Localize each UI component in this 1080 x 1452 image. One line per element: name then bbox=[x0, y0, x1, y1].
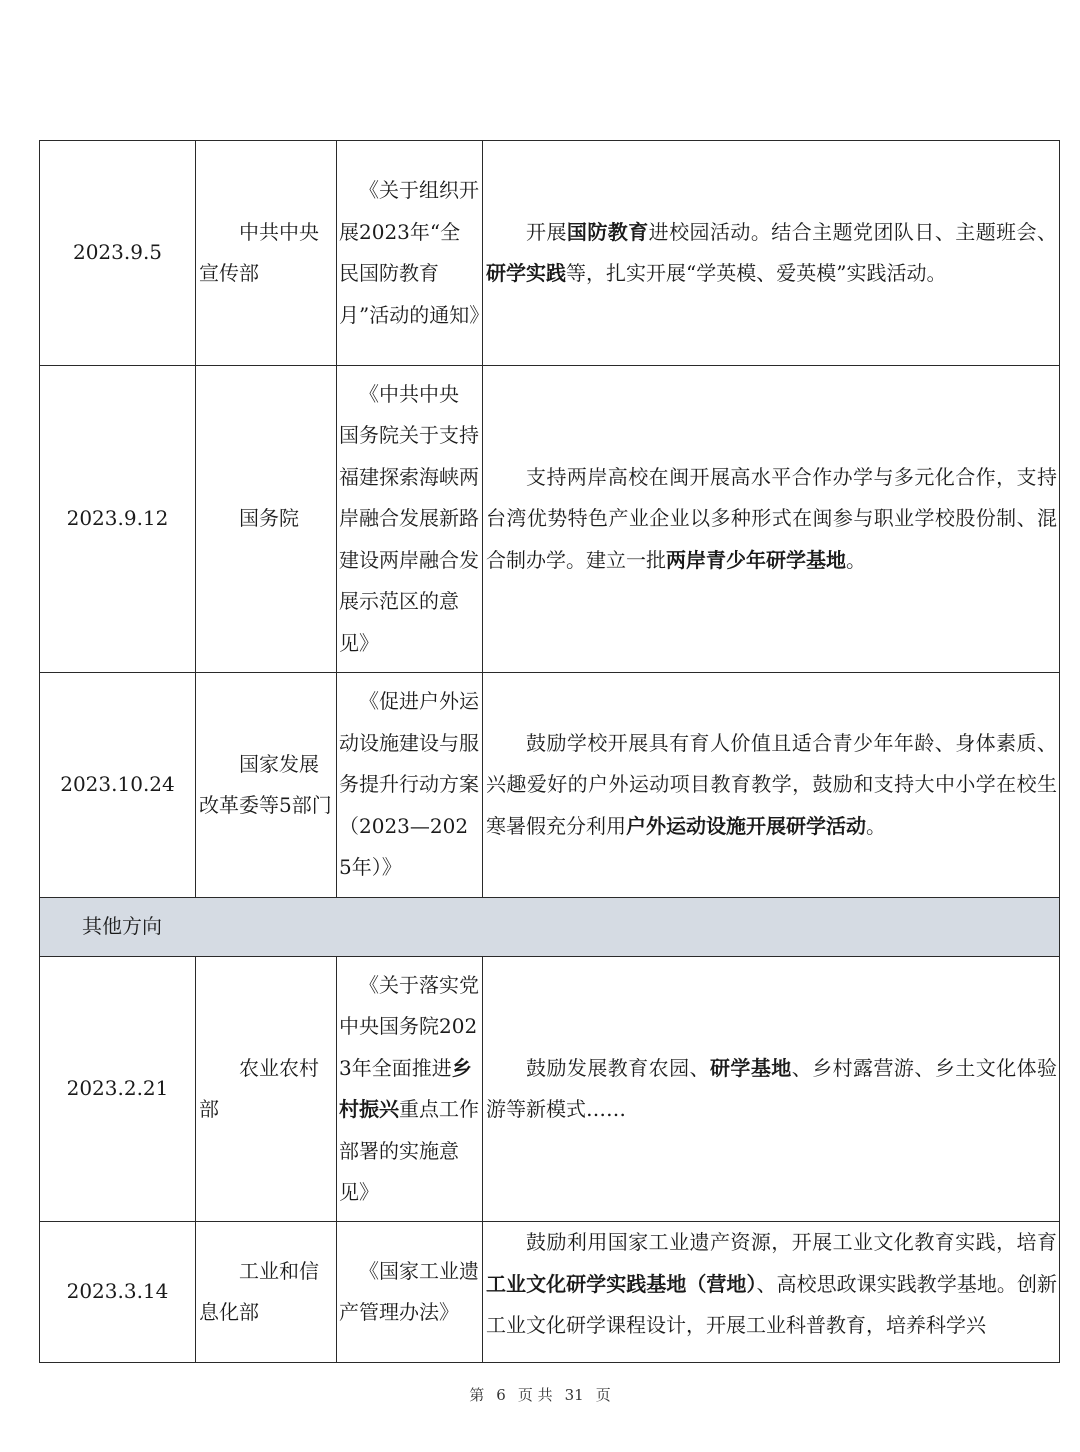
page-label-mid: 页 共 bbox=[517, 1386, 553, 1404]
content-cell: 鼓励利用国家工业遗产资源，开展工业文化教育实践，培育工业文化研学实践基地（营地）、高校思政课实践教学基地。创新工业文化研学课程设计，开展工业科普教育，培养科学兴 bbox=[483, 1222, 1060, 1363]
department-cell: 国务院 bbox=[196, 366, 337, 673]
section-row bbox=[40, 898, 1060, 957]
department-cell: 中共中央宣传部 bbox=[196, 141, 337, 366]
document-cell: 《关于落实党中央国务院2023年全面推进乡村振兴重点工作部署的实施意见》 bbox=[337, 957, 483, 1222]
date-cell: 2023.2.21 bbox=[40, 957, 196, 1222]
table-row bbox=[40, 1222, 1060, 1363]
page-number bbox=[0, 1384, 1080, 1405]
date-cell: 2023.9.5 bbox=[40, 141, 196, 366]
date-cell: 2023.3.14 bbox=[40, 1222, 196, 1363]
table-row bbox=[40, 957, 1060, 1222]
date-cell: 2023.9.12 bbox=[40, 366, 196, 673]
table-row bbox=[40, 141, 1060, 366]
table-row bbox=[40, 673, 1060, 898]
document-cell: 《中共中央 国务院关于支持福建探索海峡两岸融合发展新路 建设两岸融合发展示范区的意见》 bbox=[337, 366, 483, 673]
current-page: 6 bbox=[496, 1386, 506, 1404]
policy-table bbox=[39, 140, 1060, 1363]
page-label-prefix: 第 bbox=[469, 1386, 485, 1404]
document-cell: 《促进户外运动设施建设与服务提升行动方案（2023—2025年）》 bbox=[337, 673, 483, 898]
department-cell: 国家发展改革委等5部门 bbox=[196, 673, 337, 898]
total-pages: 31 bbox=[564, 1386, 584, 1404]
content-cell: 开展国防教育进校园活动。结合主题党团队日、主题班会、研学实践等，扎实开展“学英模、爱英模”实践活动。 bbox=[483, 141, 1060, 366]
document-cell: 《国家工业遗产管理办法》 bbox=[337, 1222, 483, 1363]
document-cell: 《关于组织开展2023年“全民国防教育月”活动的通知》 bbox=[337, 141, 483, 366]
department-cell: 工业和信息化部 bbox=[196, 1222, 337, 1363]
content-cell: 鼓励发展教育农园、研学基地、乡村露营游、乡土文化体验游等新模式…… bbox=[483, 957, 1060, 1222]
content-cell: 支持两岸高校在闽开展高水平合作办学与多元化合作，支持台湾优势特色产业企业以多种形式在闽参与职业学校股份制、混合制办学。建立一批两岸青少年研学基地。 bbox=[483, 366, 1060, 673]
date-cell: 2023.10.24 bbox=[40, 673, 196, 898]
section-label: 其他方向 bbox=[40, 898, 1060, 957]
table-row bbox=[40, 366, 1060, 673]
department-cell: 农业农村部 bbox=[196, 957, 337, 1222]
page-label-suffix: 页 bbox=[595, 1386, 611, 1404]
content-cell: 鼓励学校开展具有育人价值且适合青少年年龄、身体素质、兴趣爱好的户外运动项目教育教学，鼓励和支持大中小学在校生寒暑假充分利用户外运动设施开展研学活动。 bbox=[483, 673, 1060, 898]
